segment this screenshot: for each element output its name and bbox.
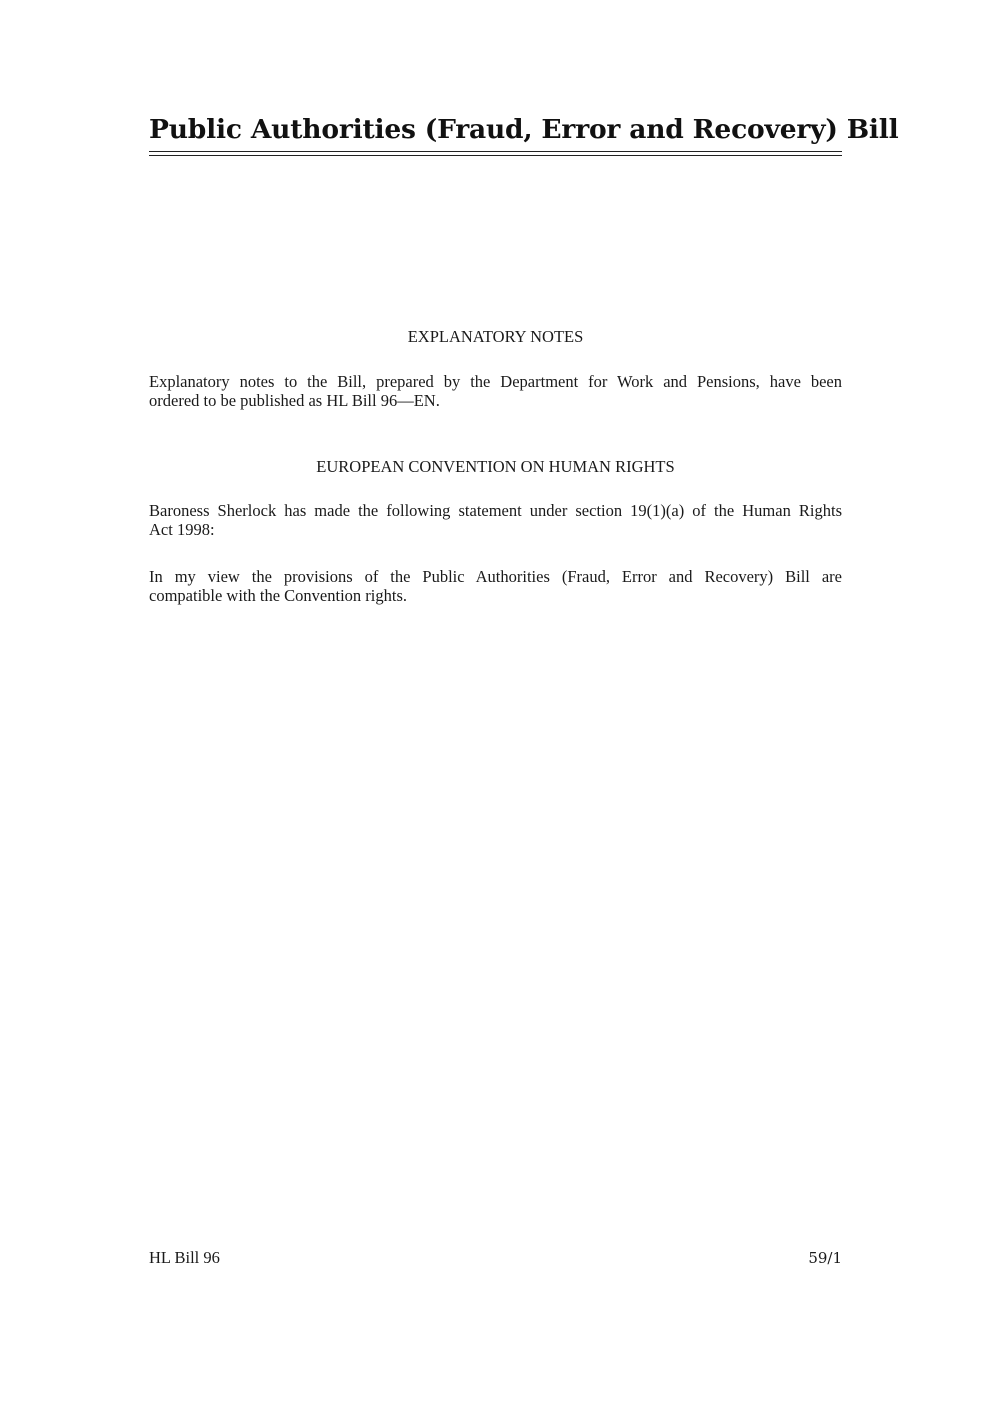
paragraph-line: In my view the provisions of the Public Authorities (Fraud, Error and Recovery) Bill are bbox=[149, 567, 842, 586]
explanatory-notes-heading: EXPLANATORY NOTES bbox=[407, 327, 584, 346]
paragraph-line: ordered to be published as HL Bill 96—EN. bbox=[149, 391, 440, 410]
footer-print-reference: 59/1 bbox=[808, 1249, 842, 1267]
paragraph-line: compatible with the Convention rights. bbox=[149, 586, 408, 605]
minister-statement-paragraph bbox=[149, 501, 842, 539]
compatibility-statement-paragraph bbox=[149, 567, 842, 605]
paragraph-line: Act 1998: bbox=[149, 520, 215, 539]
title-rule-upper bbox=[149, 151, 842, 152]
bill-title: Public Authorities (Fraud, Error and Recovery) Bill bbox=[149, 114, 899, 145]
paragraph-line: Explanatory notes to the Bill, prepared by the Department for Work and Pensions, have been bbox=[149, 372, 842, 391]
explanatory-notes-paragraph bbox=[149, 372, 842, 410]
paragraph-line: Baroness Sherlock has made the following statement under section 19(1)(a) of the Human Rights bbox=[149, 501, 842, 520]
footer-bill-reference: HL Bill 96 bbox=[149, 1248, 220, 1267]
echr-heading: EUROPEAN CONVENTION ON HUMAN RIGHTS bbox=[316, 457, 675, 476]
title-rule-lower bbox=[149, 155, 842, 156]
